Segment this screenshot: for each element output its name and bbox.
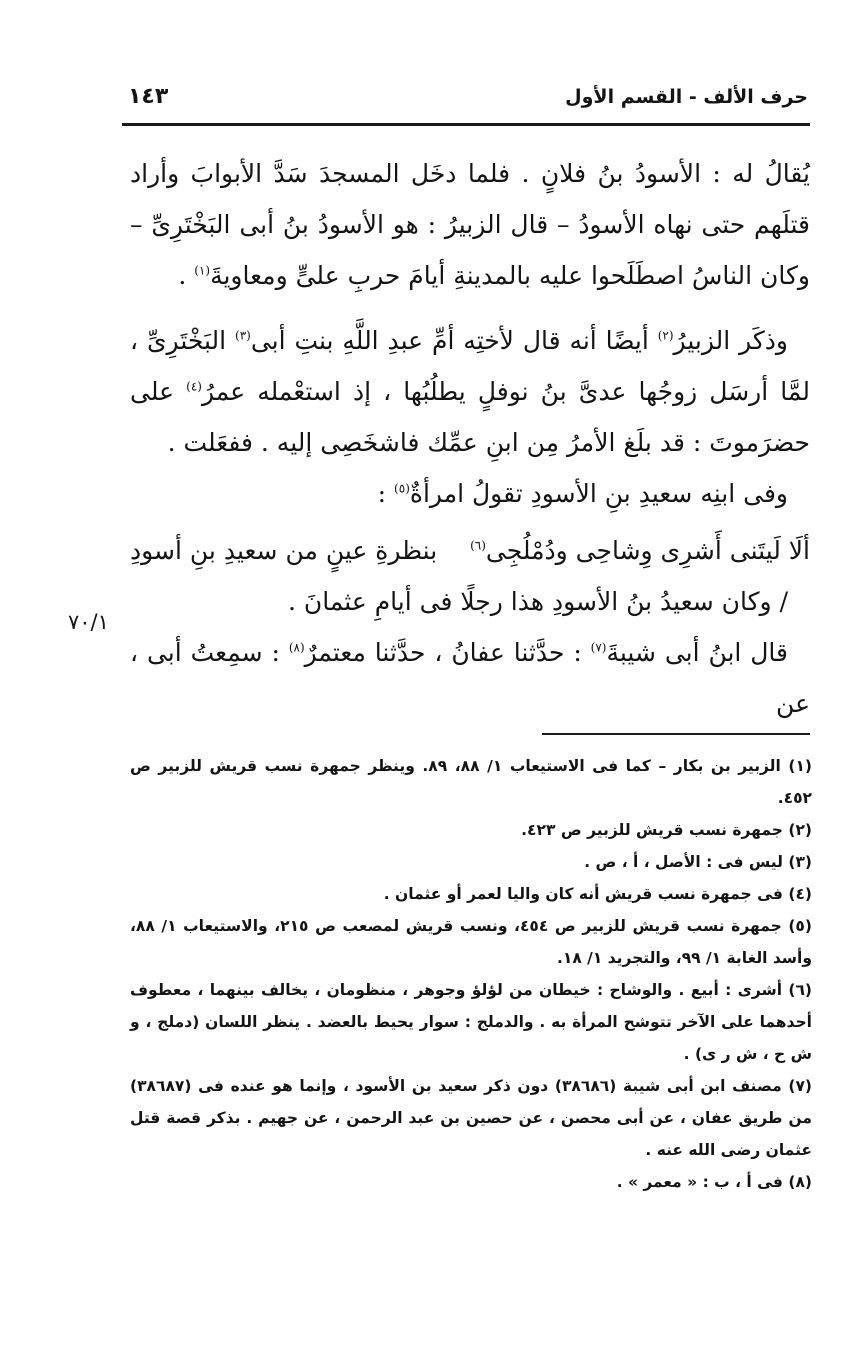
footnote-ref-1: (١)	[194, 263, 211, 278]
manuscript-folio-reference: ٧٠/١	[68, 610, 109, 634]
paragraph-4	[130, 576, 810, 627]
footnote-5: (٥) جمهرة نسب قريش للزبير ص ٤٥٤، ونسب قريش لمصعب ص ٢١٥، والاستيعاب ١/ ٨٨، وأسد الغابة ١/ ٩٩، والتجريد ١/ ١٨.	[130, 917, 812, 967]
paragraph-2-text-b: أيضًا أنه قال لأختِه أمِّ عبدِ اللَّهِ بنتِ أبى	[250, 326, 658, 355]
verse-second-hemistich: بنظرةِ عينٍ من سعيدِ بنِ أسودِ	[130, 536, 438, 565]
page-header	[122, 80, 808, 120]
footnote-2: (٢) جمهرة نسب قريش للزبير ص ٤٢٣.	[521, 821, 812, 839]
footnote-ref-2: (٢)	[657, 328, 674, 343]
main-text	[130, 148, 810, 729]
paragraph-2-text-a: وذكَر الزبيرُ	[673, 326, 788, 355]
running-title: حرف الألف - القسم الأول	[565, 86, 808, 108]
paragraph-1-end: .	[178, 261, 195, 290]
footnote-7: (٧) مصنف ابن أبى شيبة (٣٨٦٨٦) دون ذكر سعيد بن الأسود ، وإنما هو عنده فى (٣٨٦٨٧) من طريق عفان ، عن أبى محصن ، عن حصين بن عبد الرحمن ، عن جهيم . بذكر قصة قتل عثمان رضى الله عنه .	[130, 1077, 813, 1159]
verse-first-hemistich-text: ألَا لَيتَنى أَشرِى وِشاحِى ودُمْلُجِى	[485, 536, 810, 565]
verse-first-hemistich	[470, 525, 810, 576]
header-rule	[122, 123, 810, 126]
footnote-1: (١) الزبير بن بكار – كما فى الاستيعاب ١/ ٨٨، ٨٩. وينظر جمهرة نسب قريش للزبير ص ٤٥٢.	[130, 757, 812, 807]
paragraph-3-text-a: وفى ابنِه سعيدِ بنِ الأسودِ تقولُ امرأةٌ	[409, 479, 788, 508]
paragraph-5	[130, 627, 810, 729]
footnote-8: (٨) فى أ ، ب : « معمر » .	[616, 1173, 812, 1191]
footnote-ref-5: (٥)	[394, 481, 410, 496]
paragraph-1	[130, 148, 810, 301]
paragraph-4-text: / وكان سعيدُ بنُ الأسودِ هذا رجلًا فى أيامِ عثمانَ .	[287, 587, 788, 616]
paragraph-5-text-c: : سمِعتُ أبى ، عن	[130, 638, 810, 718]
footnotes	[130, 750, 812, 1198]
paragraph-1-text: يُقالُ له : الأسودُ بنُ فلانٍ . فلما دخَل المسجدَ سَدَّ الأبوابَ وأراد قتلَهم حتى نهاه الأسودُ – قال الزبيرُ : هو الأسودُ بنُ أبى البَخْتَرِىِّ – وكان الناسُ اصطَلَحوا عليه بالمدينةِ أيامَ حربِ علىٍّ ومعاويةَ	[130, 159, 810, 290]
poetry-verse	[130, 525, 810, 576]
footnote-ref-3: (٣)	[235, 328, 251, 343]
page-number: ١٤٣	[128, 84, 169, 109]
footnote-ref-8: (٨)	[288, 640, 305, 655]
paragraph-2-text-c: البَخْتَرِىِّ ، لمَّا أرسَل زوجُها عدىَّ بنُ نوفلٍ يطلُبُها ، إذ استعْمله عمرُ	[130, 326, 810, 406]
paragraph-2	[130, 315, 810, 468]
paragraph-2-text-d: على حضرَموتَ : قد بلَغ الأمرُ مِن ابنِ عمِّك فاشخَصِى إليه . ففعَلت .	[130, 377, 810, 457]
footnote-ref-7: (٧)	[590, 640, 607, 655]
footnote-ref-4: (٤)	[186, 379, 202, 394]
paragraph-5-text-b: : حدَّثنا عفانُ ، حدَّثنا معتمرٌ	[304, 638, 591, 667]
paragraph-3	[130, 468, 810, 519]
paragraph-3-text-b: :	[377, 479, 395, 508]
footnote-ref-6: (٦)	[470, 538, 486, 553]
footnote-3: (٣) ليس فى : الأصل ، أ ، ص .	[584, 853, 812, 871]
footnote-4: (٤) فى جمهرة نسب قريش أنه كان واليا لعمر أو عثمان .	[383, 885, 812, 903]
paragraph-5-text-a: قال ابنُ أبى شيبةَ	[606, 638, 789, 667]
footnotes-separator	[542, 733, 810, 735]
footnote-6: (٦) أشرى : أبيع . والوشاح : خيطان من لؤلؤ وجوهر ، منظومان ، يخالف بينهما ، معطوف أحدهما على الآخر تتوشح المرأة به . والدملج : سوار يحيط بالعضد . ينظر اللسان (دملج ، و ش ح ، ش ر ى) .	[130, 981, 812, 1063]
